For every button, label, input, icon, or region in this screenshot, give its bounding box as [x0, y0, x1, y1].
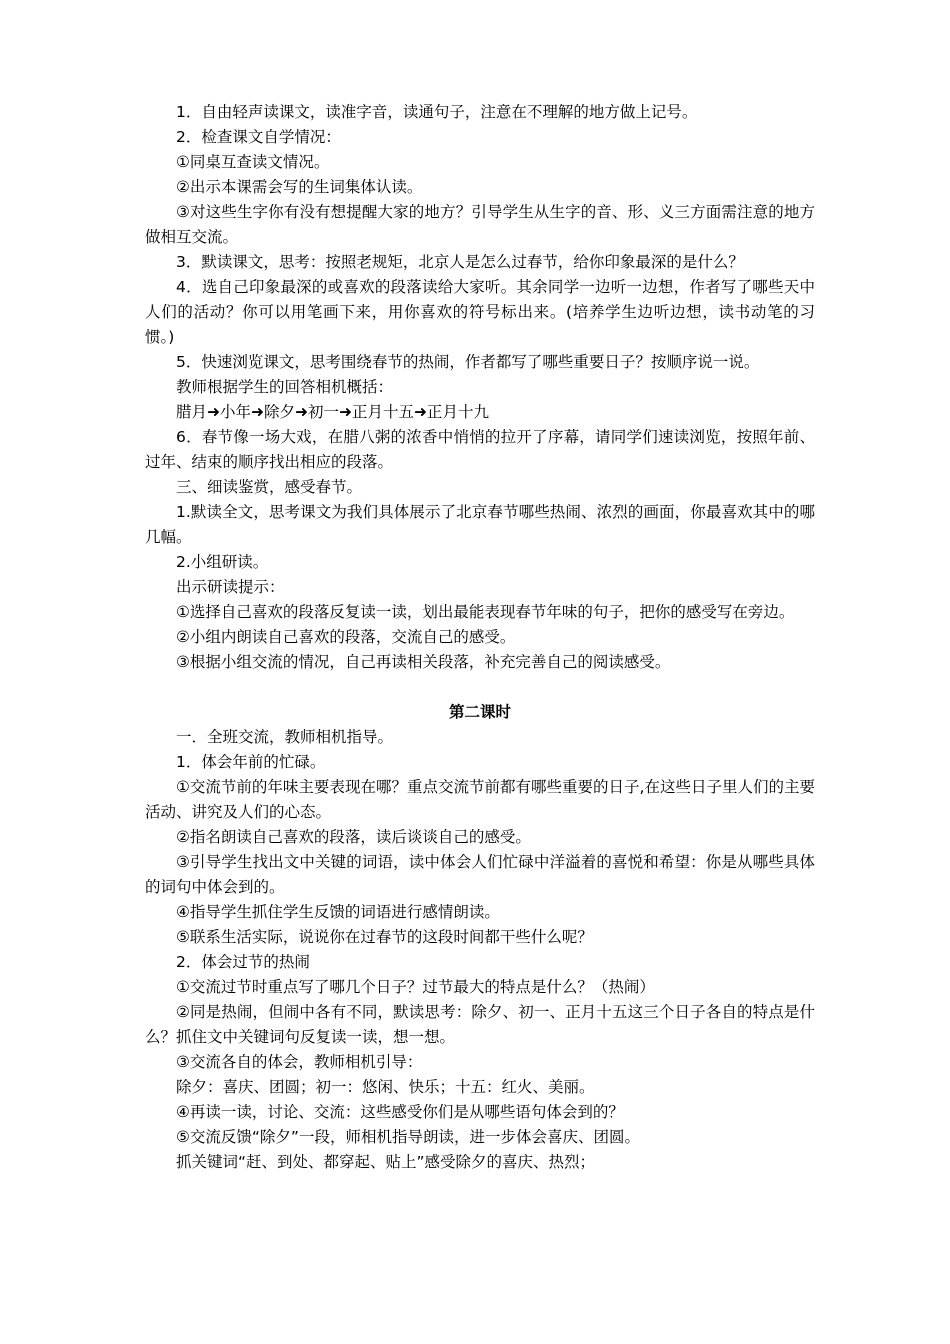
paragraph: ⑤交流反馈“除夕”一段，师相机指导朗读，进一步体会喜庆、团圆。	[176, 1128, 640, 1146]
lesson-title: 第二课时	[448, 703, 511, 721]
paragraph: ⑤联系生活实际，说说你在过春节的这段时间都干些什么呢？	[176, 928, 593, 946]
paragraph: ③根据小组交流的情况，自己再读相关段落，补充完善自己的阅读感受。	[176, 653, 671, 671]
paragraph: 2．检查课文自学情况：	[176, 128, 341, 146]
lesson-part-two	[145, 725, 815, 1175]
paragraph: 一．全班交流，教师相机指导。	[176, 728, 394, 746]
paragraph: 出示研读提示：	[176, 578, 285, 596]
paragraph: 抓关键词“赶、到处、都穿起、贴上”感受除夕的喜庆、热烈；	[176, 1153, 596, 1171]
paragraph: ①选择自己喜欢的段落反复读一读，划出最能表现春节年味的句子，把你的感受写在旁边。	[176, 603, 795, 621]
paragraph: 1．自由轻声读课文，读准字音，读通句子，注意在不理解的地方做上记号。	[176, 103, 698, 121]
paragraph: ④指导学生抓住学生反馈的词语进行感情朗读。	[176, 903, 500, 921]
paragraph: 1．体会年前的忙碌。	[176, 753, 326, 771]
paragraph: ①交流过节时重点写了哪几个日子？过节最大的特点是什么？（热闹）	[176, 978, 655, 996]
paragraph: 除夕：喜庆、团圆；初一：悠闲、快乐；十五：红火、美丽。	[176, 1078, 595, 1096]
paragraph: ②指名朗读自己喜欢的段落，读后谈谈自己的感受。	[176, 828, 531, 846]
paragraph: ③引导学生找出文中关键的词语，读中体会人们忙碌中洋溢着的喜悦和希望：你是从哪些具体的词句中体会到的。	[145, 853, 815, 896]
paragraph: 2．体会过节的热闹	[176, 953, 310, 971]
paragraph: 1.默读全文，思考课文为我们具体展示了北京春节哪些热闹、浓烈的画面，你最喜欢其中的哪几幅。	[145, 503, 815, 546]
paragraph: 教师根据学生的回答相机概括：	[176, 378, 394, 396]
paragraph: 4．选自己印象最深的或喜欢的段落读给大家听。其余同学一边听一边想，作者写了哪些天中人们的活动？你可以用笔画下来，用你喜欢的符号标出来。(培养学生边听边想，读书动笔的习惯。)	[145, 278, 815, 346]
paragraph: ④再读一读，讨论、交流：这些感受你们是从哪些语句体会到的？	[176, 1103, 624, 1121]
paragraph: 2.小组研读。	[176, 553, 269, 571]
paragraph: ③对这些生字你有没有想提醒大家的地方？引导学生从生字的音、形、义三方面需注意的地方做相互交流。	[145, 203, 815, 246]
paragraph: ①同桌互查读文情况。	[176, 153, 330, 171]
paragraph: 3．默读课文，思考：按照老规矩，北京人是怎么过春节，给你印象最深的是什么？	[176, 253, 744, 271]
paragraph: 6．春节像一场大戏，在腊八粥的浓香中悄悄的拉开了序幕，请同学们速读浏览，按照年前、过年、结束的顺序找出相应的段落。	[145, 428, 815, 471]
paragraph: ②出示本课需会写的生词集体认读。	[176, 178, 423, 196]
section-heading: 三、细读鉴赏，感受春节。	[176, 478, 363, 496]
paragraph: ①交流节前的年味主要表现在哪？重点交流节前都有哪些重要的日子,在这些日子里人们的主要活动、讲究及人们的心态。	[145, 778, 815, 821]
paragraph: 5．快速浏览课文，思考围绕春节的热闹，作者都写了哪些重要日子？按顺序说一说。	[176, 353, 760, 371]
lesson-part-one	[145, 100, 815, 675]
paragraph: ②小组内朗读自己喜欢的段落，交流自己的感受。	[176, 628, 516, 646]
timeline-sequence: 腊月➜小年➜除夕➜初一➜正月十五➜正月十九	[176, 403, 489, 421]
paragraph: ③交流各自的体会，教师相机引导：	[176, 1053, 423, 1071]
paragraph: ②同是热闹，但闹中各有不同，默读思考：除夕、初一、正月十五这三个日子各自的特点是什么？抓住文中关键词句反复读一读，想一想。	[145, 1003, 815, 1046]
document-page	[145, 100, 815, 1175]
